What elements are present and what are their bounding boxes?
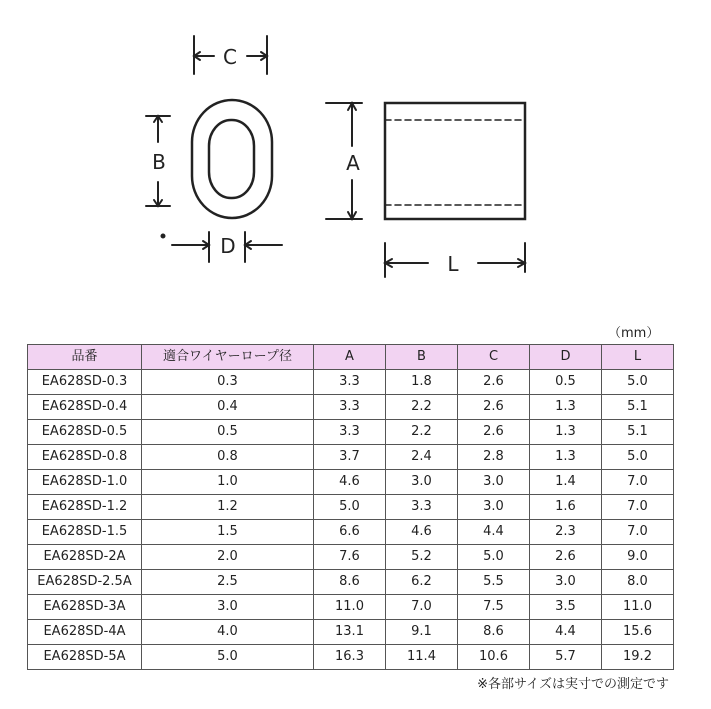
cell-a: 8.6 xyxy=(314,570,386,595)
cell-d: 2.3 xyxy=(530,520,602,545)
cell-c: 5.5 xyxy=(458,570,530,595)
cell-c: 10.6 xyxy=(458,645,530,670)
label-d: D xyxy=(220,234,236,258)
cell-c: 3.0 xyxy=(458,470,530,495)
cell-wire-diameter: 0.5 xyxy=(142,420,314,445)
sleeve-dimension-drawing xyxy=(0,0,711,310)
cell-wire-diameter: 1.5 xyxy=(142,520,314,545)
cell-l: 15.6 xyxy=(602,620,674,645)
label-b: B xyxy=(152,150,166,174)
table-header-row xyxy=(28,345,674,370)
cell-wire-diameter: 0.3 xyxy=(142,370,314,395)
cell-wire-diameter: 2.0 xyxy=(142,545,314,570)
header-c: C xyxy=(458,345,530,370)
cell-a: 3.7 xyxy=(314,445,386,470)
cell-part-number: EA628SD-2.5A xyxy=(28,570,142,595)
spec-table xyxy=(27,344,674,670)
cell-part-number: EA628SD-0.5 xyxy=(28,420,142,445)
cell-a: 3.3 xyxy=(314,370,386,395)
cell-wire-diameter: 2.5 xyxy=(142,570,314,595)
cell-a: 6.6 xyxy=(314,520,386,545)
cell-c: 8.6 xyxy=(458,620,530,645)
cell-wire-diameter: 0.4 xyxy=(142,395,314,420)
cell-b: 3.0 xyxy=(386,470,458,495)
cell-wire-diameter: 0.8 xyxy=(142,445,314,470)
label-c: C xyxy=(223,45,237,69)
table-row xyxy=(28,520,674,545)
cell-wire-diameter: 5.0 xyxy=(142,645,314,670)
header-a: A xyxy=(314,345,386,370)
cell-c: 2.6 xyxy=(458,370,530,395)
cell-d: 5.7 xyxy=(530,645,602,670)
side-view xyxy=(385,103,525,219)
cell-d: 1.4 xyxy=(530,470,602,495)
cell-part-number: EA628SD-1.0 xyxy=(28,470,142,495)
cell-wire-diameter: 3.0 xyxy=(142,595,314,620)
cell-l: 5.0 xyxy=(602,370,674,395)
table-row xyxy=(28,470,674,495)
cell-a: 3.3 xyxy=(314,395,386,420)
cell-l: 8.0 xyxy=(602,570,674,595)
cell-b: 11.4 xyxy=(386,645,458,670)
cell-part-number: EA628SD-1.2 xyxy=(28,495,142,520)
cell-b: 5.2 xyxy=(386,545,458,570)
cell-part-number: EA628SD-0.4 xyxy=(28,395,142,420)
cell-a: 5.0 xyxy=(314,495,386,520)
cell-c: 5.0 xyxy=(458,545,530,570)
unit-label: （mm） xyxy=(608,326,660,341)
cell-wire-diameter: 4.0 xyxy=(142,620,314,645)
cell-a: 16.3 xyxy=(314,645,386,670)
cell-l: 5.1 xyxy=(602,420,674,445)
cell-wire-diameter: 1.2 xyxy=(142,495,314,520)
cell-d: 1.6 xyxy=(530,495,602,520)
cell-b: 2.4 xyxy=(386,445,458,470)
cell-l: 11.0 xyxy=(602,595,674,620)
cell-d: 3.0 xyxy=(530,570,602,595)
cell-l: 7.0 xyxy=(602,470,674,495)
cell-a: 3.3 xyxy=(314,420,386,445)
table-row xyxy=(28,595,674,620)
cell-d: 1.3 xyxy=(530,420,602,445)
front-view xyxy=(192,100,272,218)
cell-c: 3.0 xyxy=(458,495,530,520)
cell-d: 1.3 xyxy=(530,445,602,470)
header-d: D xyxy=(530,345,602,370)
cell-l: 19.2 xyxy=(602,645,674,670)
label-l: L xyxy=(447,252,459,276)
cell-b: 6.2 xyxy=(386,570,458,595)
table-row xyxy=(28,570,674,595)
cell-part-number: EA628SD-3A xyxy=(28,595,142,620)
cell-a: 7.6 xyxy=(314,545,386,570)
cell-b: 4.6 xyxy=(386,520,458,545)
cell-wire-diameter: 1.0 xyxy=(142,470,314,495)
cell-part-number: EA628SD-5A xyxy=(28,645,142,670)
cell-d: 2.6 xyxy=(530,545,602,570)
cell-a: 13.1 xyxy=(314,620,386,645)
header-wire-diameter: 適合ワイヤーロープ径 xyxy=(142,345,314,370)
footnote: ※各部サイズは実寸での測定です xyxy=(477,677,669,692)
cell-c: 2.8 xyxy=(458,445,530,470)
cell-b: 1.8 xyxy=(386,370,458,395)
cell-l: 7.0 xyxy=(602,495,674,520)
cell-c: 2.6 xyxy=(458,395,530,420)
cell-c: 4.4 xyxy=(458,520,530,545)
header-b: B xyxy=(386,345,458,370)
cell-l: 5.1 xyxy=(602,395,674,420)
cell-l: 5.0 xyxy=(602,445,674,470)
table-row xyxy=(28,495,674,520)
table-row xyxy=(28,620,674,645)
cell-d: 4.4 xyxy=(530,620,602,645)
cell-b: 2.2 xyxy=(386,395,458,420)
table-row xyxy=(28,370,674,395)
cell-b: 7.0 xyxy=(386,595,458,620)
cell-l: 9.0 xyxy=(602,545,674,570)
cell-b: 2.2 xyxy=(386,420,458,445)
table-body xyxy=(28,370,674,670)
cell-d: 0.5 xyxy=(530,370,602,395)
label-a: A xyxy=(346,151,360,175)
cell-c: 2.6 xyxy=(458,420,530,445)
cell-part-number: EA628SD-0.3 xyxy=(28,370,142,395)
header-part-number: 品番 xyxy=(28,345,142,370)
cell-a: 11.0 xyxy=(314,595,386,620)
cell-b: 9.1 xyxy=(386,620,458,645)
cell-part-number: EA628SD-4A xyxy=(28,620,142,645)
cell-c: 7.5 xyxy=(458,595,530,620)
header-l: L xyxy=(602,345,674,370)
cell-part-number: EA628SD-0.8 xyxy=(28,445,142,470)
cell-a: 4.6 xyxy=(314,470,386,495)
cell-part-number: EA628SD-2A xyxy=(28,545,142,570)
table-row xyxy=(28,445,674,470)
table-row xyxy=(28,420,674,445)
cell-l: 7.0 xyxy=(602,520,674,545)
cell-d: 1.3 xyxy=(530,395,602,420)
table-row xyxy=(28,545,674,570)
cell-d: 3.5 xyxy=(530,595,602,620)
table-row xyxy=(28,395,674,420)
table-row xyxy=(28,645,674,670)
cell-part-number: EA628SD-1.5 xyxy=(28,520,142,545)
cell-b: 3.3 xyxy=(386,495,458,520)
